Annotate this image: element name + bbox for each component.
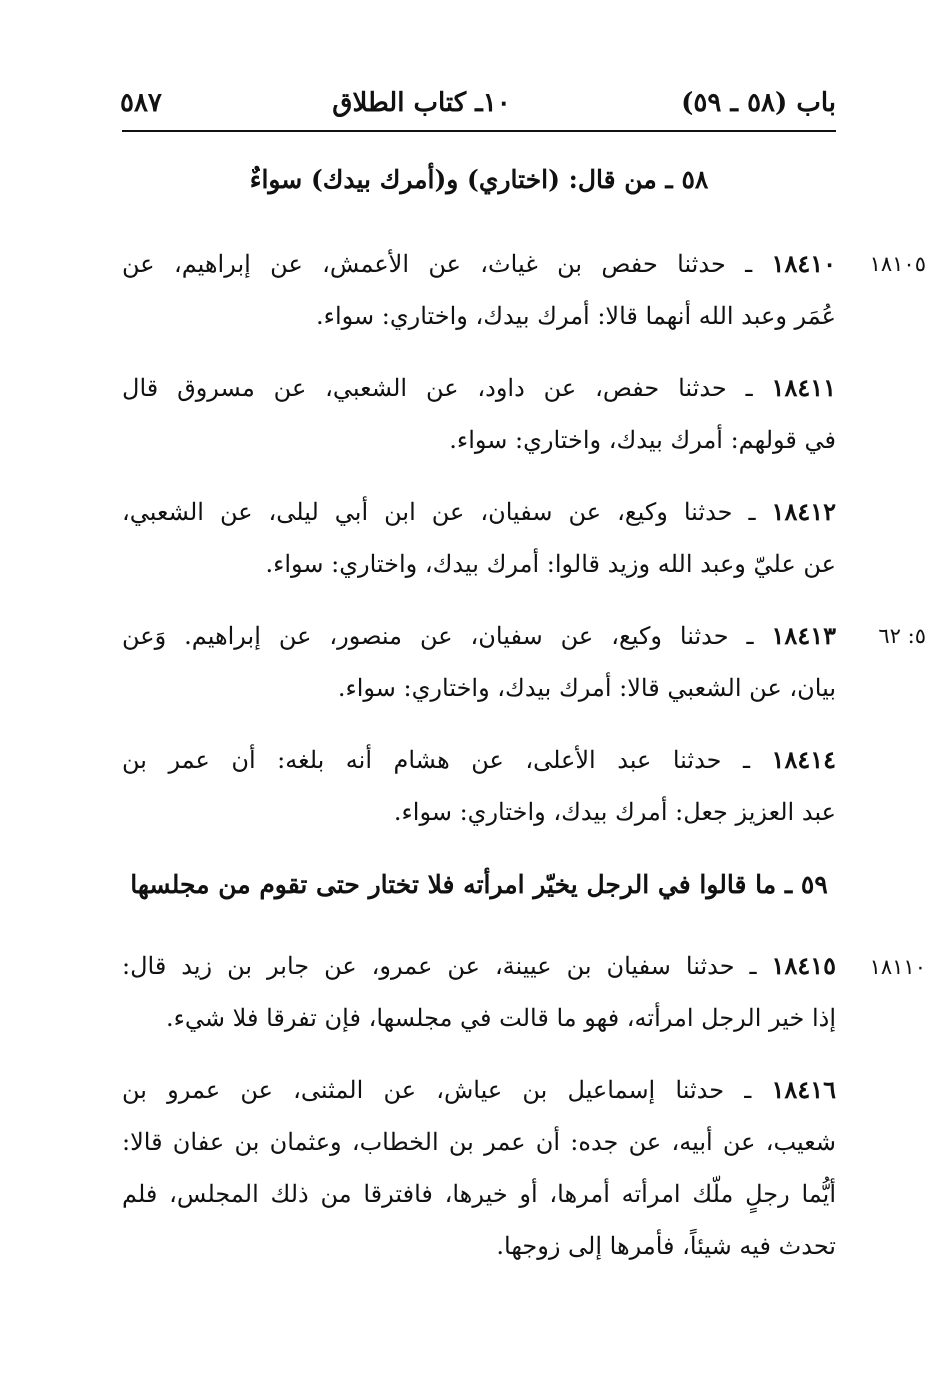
hadith-line (122, 940, 836, 992)
hadith-number: ١٨٤١٠ (771, 249, 836, 278)
hadith-line: أيُّما رجلٍ ملّك امرأته أمرها، أو خيرها، فافترقا من ذلك المجلس، فلم (122, 1180, 836, 1208)
hadith-text: ـ حدثنا عبد الأعلى، عن هشام أنه بلغه: أن عمر بن (122, 746, 751, 774)
hadith-entry (122, 734, 836, 838)
hadith-line: عن عليّ وعبد الله وزيد قالوا: أمرك بيدك، واختاري: سواء. (265, 550, 836, 578)
page-number: ٥٨٧ (120, 88, 162, 118)
section-title-59: ٥٩ ـ ما قالوا في الرجل يخيّر امرأته فلا تختار حتى تقوم من مجلسها (130, 870, 828, 899)
hadith-text: ـ حدثنا حفص، عن داود، عن الشعبي، عن مسروق قال (122, 374, 753, 402)
hadith-line (122, 486, 836, 538)
margin-reference: ٥: ٦٢ (878, 624, 926, 648)
hadith-entry (122, 940, 836, 1044)
hadith-line: شعيب، عن أبيه، عن جده: أن عمر بن الخطاب، وعثمان بن عفان قالا: (122, 1128, 836, 1156)
hadith-number: ١٨٤١١ (771, 373, 836, 402)
chapter-range: باب (٥٨ ـ ٥٩) (681, 88, 836, 118)
hadith-entry (122, 238, 836, 342)
hadith-entry (122, 1064, 836, 1272)
hadith-text: ـ حدثنا وكيع، عن سفيان، عن منصور، عن إبراهيم. وَعن (122, 622, 754, 650)
hadith-entry (122, 362, 836, 466)
hadith-line: عُمَر وعبد الله أنهما قالا: أمرك بيدك، واختاري: سواء. (316, 302, 836, 330)
hadith-line: إذا خير الرجل امرأته، فهو ما قالت في مجلسها، فإن تفرقا فلا شيء. (166, 1004, 836, 1032)
book-title: ١٠ـ كتاب الطلاق (332, 88, 511, 118)
hadith-line (122, 362, 836, 414)
hadith-number: ١٨٤١٣ (771, 621, 836, 650)
hadith-number: ١٨٤١٤ (771, 745, 836, 774)
hadith-text: ـ حدثنا إسماعيل بن عياش، عن المثنى، عن عمرو بن (122, 1076, 752, 1104)
header-rule (122, 130, 836, 132)
hadith-line: في قولهم: أمرك بيدك، واختاري: سواء. (449, 426, 836, 454)
hadith-entry (122, 610, 836, 714)
hadith-number: ١٨٤١٥ (771, 951, 836, 980)
hadith-line (122, 610, 836, 662)
margin-reference: ١٨١٠٥ (869, 252, 926, 276)
hadith-text: ـ حدثنا سفيان بن عيينة، عن عمرو، عن جابر بن زيد قال: (122, 952, 757, 980)
hadith-number: ١٨٤١٦ (771, 1075, 836, 1104)
hadith-line: تحدث فيه شيئاً، فأمرها إلى زوجها. (496, 1232, 836, 1260)
hadith-text: ـ حدثنا حفص بن غياث، عن الأعمش، عن إبراهيم، عن (122, 250, 753, 278)
hadith-line: بيان، عن الشعبي قالا: أمرك بيدك، واختاري: سواء. (337, 674, 836, 702)
hadith-line (122, 734, 836, 786)
hadith-line (122, 1064, 836, 1116)
section-title-58: ٥٨ ـ من قال: (اختاري) و(أمرك بيدك) سواءٌ (249, 165, 709, 194)
page-header (120, 78, 836, 128)
hadith-line (122, 238, 836, 290)
hadith-line: عبد العزيز جعل: أمرك بيدك، واختاري: سواء. (393, 798, 836, 826)
hadith-entry (122, 486, 836, 590)
hadith-number: ١٨٤١٢ (771, 497, 836, 526)
margin-reference: ١٨١١٠ (869, 955, 926, 979)
hadith-text: ـ حدثنا وكيع، عن سفيان، عن ابن أبي ليلى، عن الشعبي، (122, 498, 756, 526)
